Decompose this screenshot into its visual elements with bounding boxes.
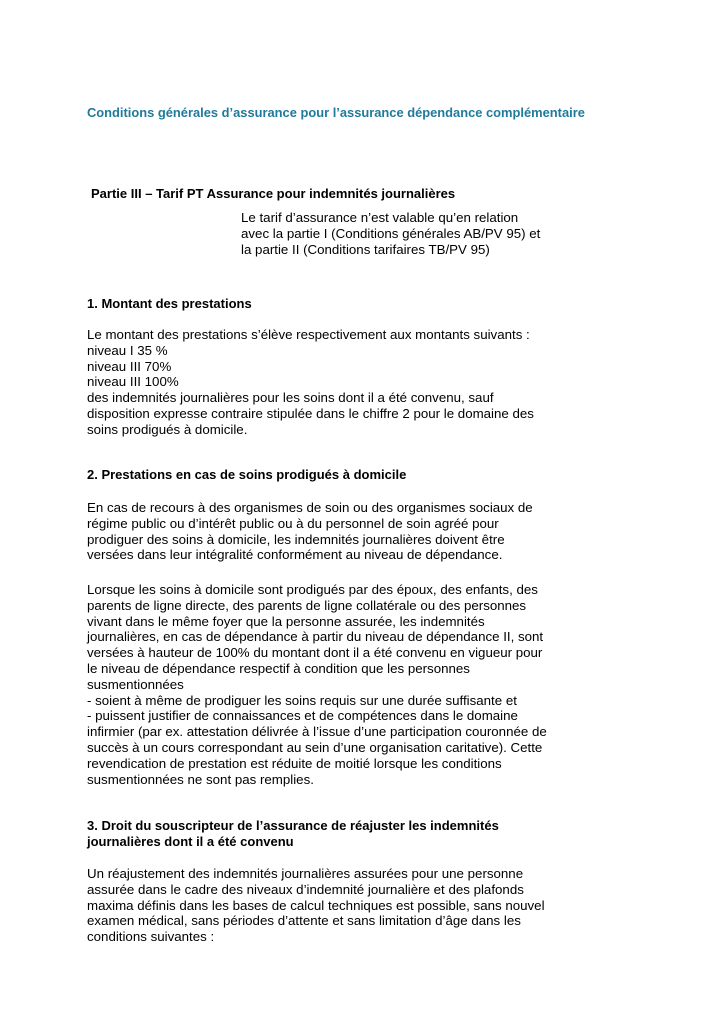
body-line: examen médical, sans périodes d’attente et sans limitation d’âge dans les xyxy=(87,913,521,929)
body-line: Le montant des prestations s’élève respectivement aux montants suivants : xyxy=(87,327,530,342)
section-1-heading: 1. Montant des prestations xyxy=(87,296,252,311)
body-line: parents de ligne directe, des parents de ligne collatérale ou des personnes xyxy=(87,597,527,613)
section-1-body xyxy=(87,327,557,438)
body-line: conditions suivantes : xyxy=(87,929,215,945)
body-line: le niveau de dépendance respectif à condition que les personnes xyxy=(87,660,470,676)
body-line: - soient à même de prodiguer les soins requis sur une durée suffisante et xyxy=(87,692,517,708)
body-line: succès à un cours correspondant au sein d’une organisation caritative). Cette xyxy=(87,739,543,755)
body-line: En cas de recours à des organismes de soin ou des organismes sociaux de xyxy=(87,500,533,515)
body-line: Lorsque les soins à domicile sont prodigués par des époux, des enfants, des xyxy=(87,582,538,597)
body-line: soins prodigués à domicile. xyxy=(87,421,248,437)
body-line: prodiguer des soins à domicile, les indemnités journalières doivent être xyxy=(87,531,505,547)
body-line: susmentionnées xyxy=(87,676,184,692)
body-line: niveau I 35 % xyxy=(87,342,168,358)
part-note xyxy=(241,210,561,257)
heading-line: journalières dont il a été convenu xyxy=(87,833,294,849)
body-line: Un réajustement des indemnités journalières assurées pour une personne xyxy=(87,866,524,881)
body-line: assurée dans le cadre des niveaux d’indemnité journalière et des plafonds xyxy=(87,881,524,897)
heading-line: 3. Droit du souscripteur de l’assurance de réajuster les indemnités xyxy=(87,818,499,833)
part-note-line: la partie II (Conditions tarifaires TB/PV 95) xyxy=(241,241,490,257)
body-line: vivant dans le même foyer que la personne assurée, les indemnités xyxy=(87,613,485,629)
body-line: disposition expresse contraire stipulée dans le chiffre 2 pour le domaine des xyxy=(87,405,534,421)
part-note-line: avec la partie I (Conditions générales AB/PV 95) et xyxy=(241,225,541,241)
body-line: journalières, en cas de dépendance à partir du niveau de dépendance II, sont xyxy=(87,629,544,645)
part-title: Partie III – Tarif PT Assurance pour indemnités journalières xyxy=(91,186,456,201)
body-line: - puissent justifier de connaissances et de compétences dans le domaine xyxy=(87,708,518,724)
body-line: infirmier (par ex. attestation délivrée à l’issue d’une participation couronnée de xyxy=(87,724,547,740)
body-line: maxima définis dans les bases de calcul techniques est possible, sans nouvel xyxy=(87,897,545,913)
section-2-paragraph-2 xyxy=(87,582,557,787)
section-2-paragraph-1 xyxy=(87,500,557,563)
body-line: susmentionnées ne sont pas remplies. xyxy=(87,771,314,787)
body-line: versées dans leur intégralité conformément au niveau de dépendance. xyxy=(87,547,503,563)
body-line: régime public ou d’intérêt public ou à du personnel de soin agréé pour xyxy=(87,515,499,531)
body-line: versées à hauteur de 100% du montant dont il a été convenu en vigueur pour xyxy=(87,645,543,661)
document-title: Conditions générales d’assurance pour l’assurance dépendance complémentaire xyxy=(87,105,585,120)
section-3-body xyxy=(87,866,557,945)
body-line: revendication de prestation est réduite de moitié lorsque les conditions xyxy=(87,755,502,771)
section-2-heading: 2. Prestations en cas de soins prodigués à domicile xyxy=(87,467,407,482)
body-line: niveau III 100% xyxy=(87,374,179,390)
body-line: des indemnités journalières pour les soins dont il a été convenu, sauf xyxy=(87,390,494,406)
section-3-heading xyxy=(87,818,499,850)
body-line: niveau III 70% xyxy=(87,358,172,374)
part-note-line: Le tarif d’assurance n’est valable qu’en relation xyxy=(241,210,519,225)
